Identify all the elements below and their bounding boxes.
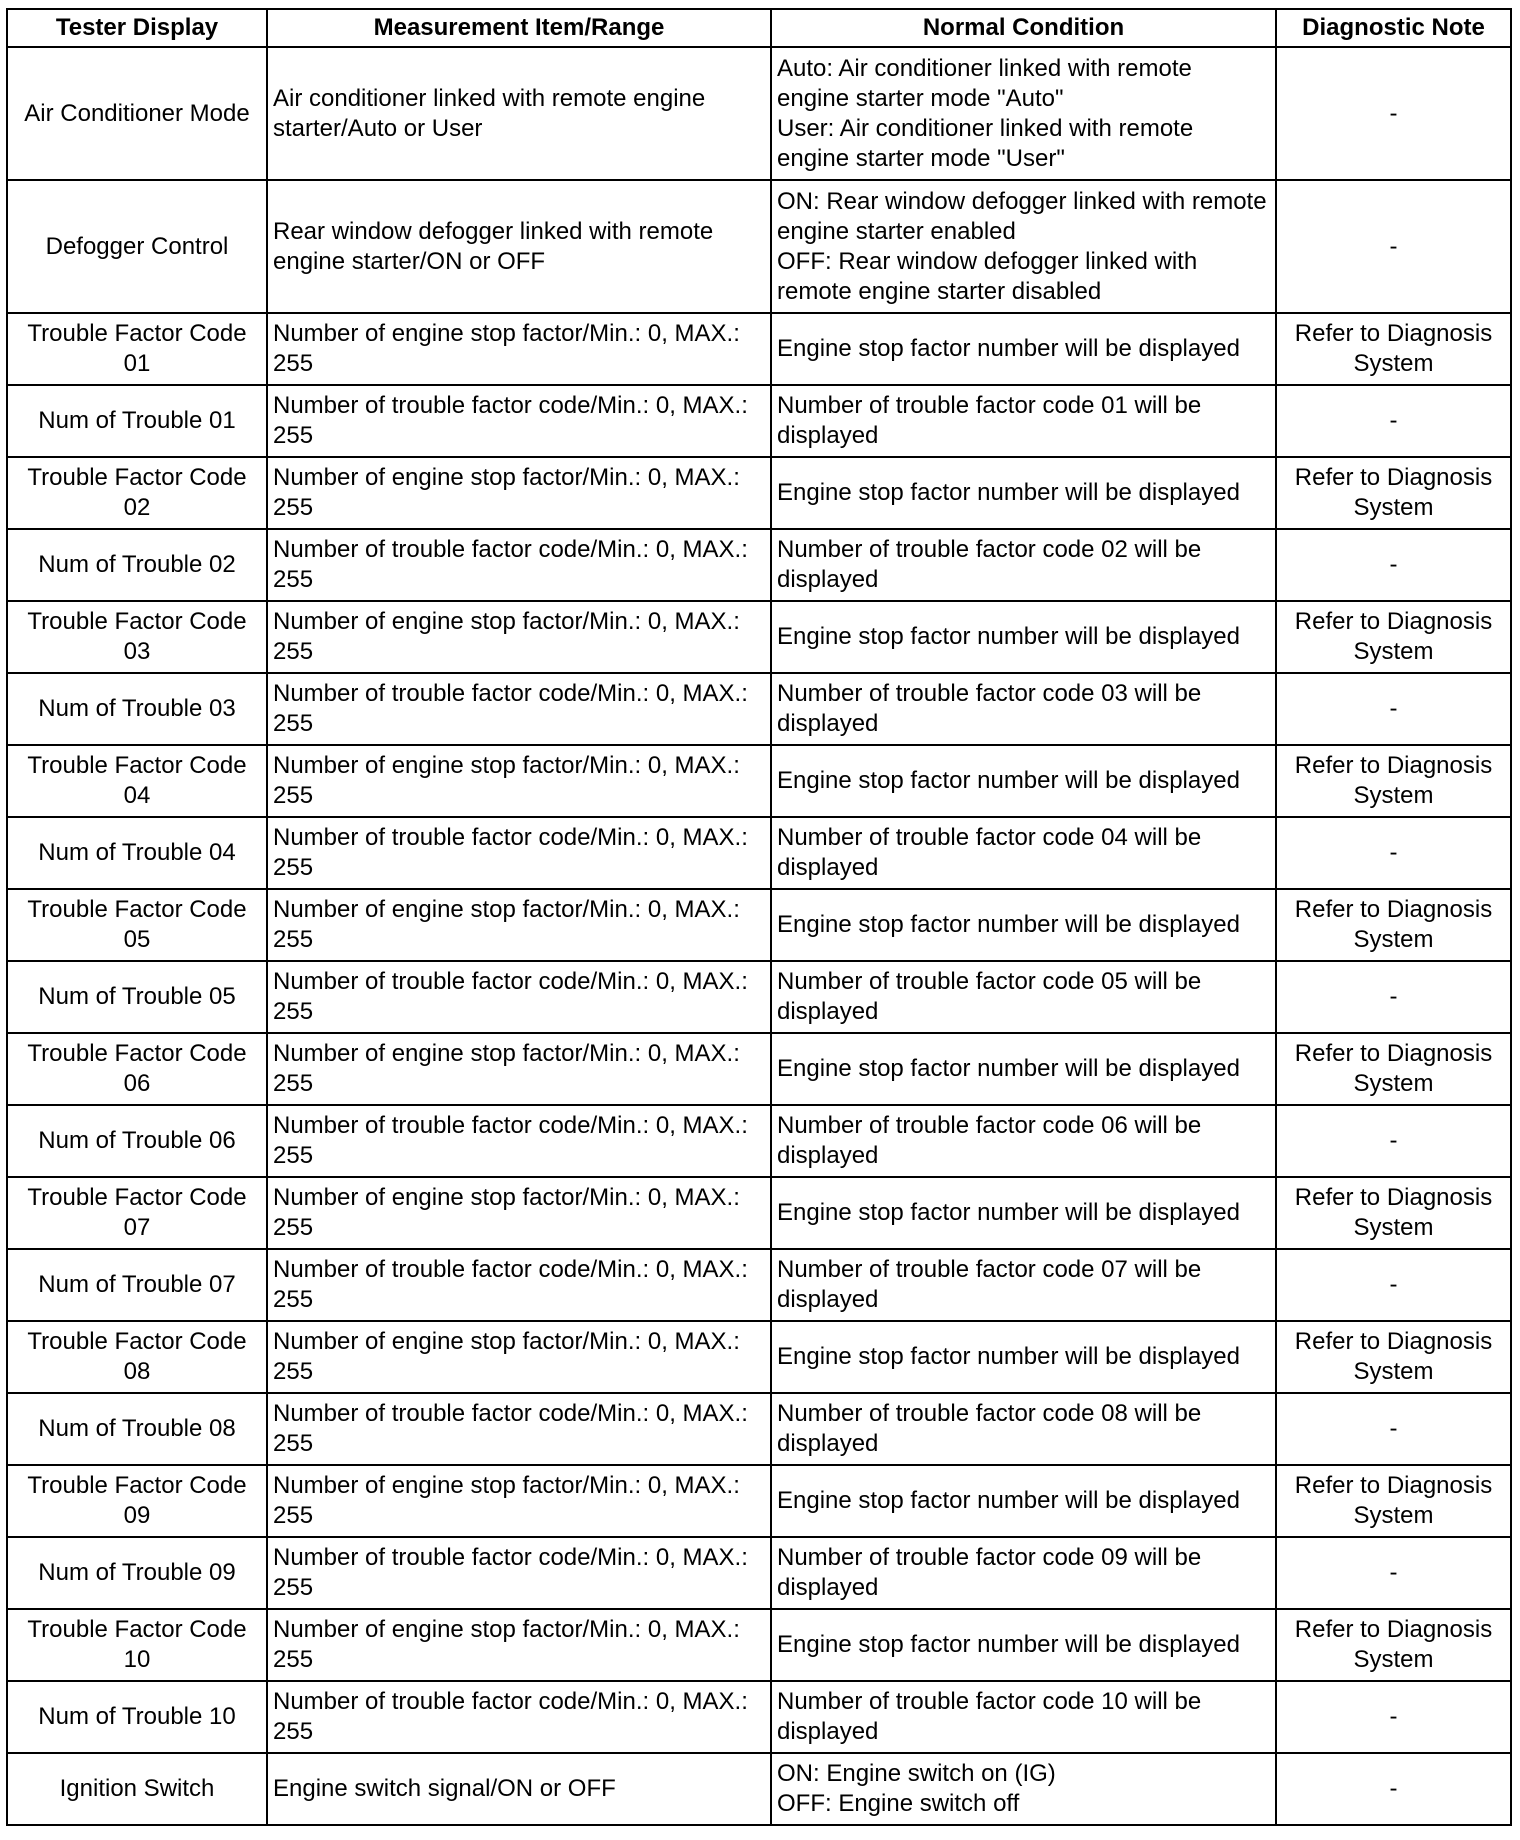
condition-line: Engine stop factor number will be displayed xyxy=(777,1487,1240,1514)
cell-tester-display: Trouble Factor Code 10 xyxy=(7,1609,267,1681)
cell-measurement-item: Number of engine stop factor/Min.: 0, MAX.: 255 xyxy=(267,1465,771,1537)
cell-normal-condition xyxy=(771,961,1276,1033)
cell-normal-condition xyxy=(771,1681,1276,1753)
cell-measurement-item: Number of engine stop factor/Min.: 0, MAX.: 255 xyxy=(267,745,771,817)
cell-tester-display: Trouble Factor Code 05 xyxy=(7,889,267,961)
table-row xyxy=(7,180,1511,313)
cell-measurement-item: Number of trouble factor code/Min.: 0, MAX.: 255 xyxy=(267,529,771,601)
cell-diagnostic-note: - xyxy=(1276,1537,1511,1609)
cell-tester-display: Num of Trouble 07 xyxy=(7,1249,267,1321)
table-row xyxy=(7,1537,1511,1609)
cell-measurement-item: Number of trouble factor code/Min.: 0, MAX.: 255 xyxy=(267,1537,771,1609)
cell-diagnostic-note: - xyxy=(1276,47,1511,180)
cell-diagnostic-note: - xyxy=(1276,1105,1511,1177)
condition-line: Engine stop factor number will be displayed xyxy=(777,623,1240,650)
cell-diagnostic-note: Refer to Diagnosis System xyxy=(1276,889,1511,961)
cell-normal-condition xyxy=(771,1393,1276,1465)
cell-measurement-item: Number of trouble factor code/Min.: 0, MAX.: 255 xyxy=(267,1393,771,1465)
cell-tester-display: Trouble Factor Code 06 xyxy=(7,1033,267,1105)
cell-measurement-item: Number of engine stop factor/Min.: 0, MAX.: 255 xyxy=(267,889,771,961)
table-row xyxy=(7,1177,1511,1249)
condition-line: Engine stop factor number will be displayed xyxy=(777,479,1240,506)
cell-tester-display: Trouble Factor Code 09 xyxy=(7,1465,267,1537)
table-row xyxy=(7,457,1511,529)
header-row xyxy=(7,9,1511,47)
cell-normal-condition xyxy=(771,529,1276,601)
table-row xyxy=(7,1465,1511,1537)
cell-tester-display: Trouble Factor Code 02 xyxy=(7,457,267,529)
condition-line: Engine stop factor number will be displayed xyxy=(777,911,1240,938)
cell-diagnostic-note: Refer to Diagnosis System xyxy=(1276,1465,1511,1537)
cell-measurement-item: Number of engine stop factor/Min.: 0, MAX.: 255 xyxy=(267,457,771,529)
cell-normal-condition xyxy=(771,1249,1276,1321)
cell-measurement-item: Number of engine stop factor/Min.: 0, MAX.: 255 xyxy=(267,1609,771,1681)
cell-diagnostic-note: - xyxy=(1276,529,1511,601)
cell-measurement-item: Number of trouble factor code/Min.: 0, MAX.: 255 xyxy=(267,385,771,457)
condition-line: ON: Engine switch on (IG) xyxy=(777,1760,1056,1787)
data-list-table xyxy=(6,8,1512,1826)
cell-tester-display: Trouble Factor Code 04 xyxy=(7,745,267,817)
cell-tester-display: Ignition Switch xyxy=(7,1753,267,1825)
cell-measurement-item: Number of engine stop factor/Min.: 0, MAX.: 255 xyxy=(267,1321,771,1393)
cell-tester-display: Defogger Control xyxy=(7,180,267,313)
cell-diagnostic-note: Refer to Diagnosis System xyxy=(1276,457,1511,529)
cell-normal-condition xyxy=(771,1177,1276,1249)
condition-line: User: Air conditioner linked with remote engine starter mode "User" xyxy=(777,114,1194,172)
cell-normal-condition xyxy=(771,180,1276,313)
cell-measurement-item: Number of trouble factor code/Min.: 0, MAX.: 255 xyxy=(267,1105,771,1177)
condition-line: Number of trouble factor code 02 will be displayed xyxy=(777,536,1202,593)
cell-measurement-item: Air conditioner linked with remote engine starter/Auto or User xyxy=(267,47,771,180)
cell-normal-condition xyxy=(771,47,1276,180)
cell-tester-display: Num of Trouble 04 xyxy=(7,817,267,889)
cell-measurement-item: Number of trouble factor code/Min.: 0, MAX.: 255 xyxy=(267,817,771,889)
cell-tester-display: Air Conditioner Mode xyxy=(7,47,267,180)
cell-tester-display: Num of Trouble 08 xyxy=(7,1393,267,1465)
condition-line: Engine stop factor number will be displayed xyxy=(777,1199,1240,1226)
table-row xyxy=(7,1393,1511,1465)
condition-line: OFF: Rear window defogger linked with remote engine starter disabled xyxy=(777,247,1198,305)
condition-line: Number of trouble factor code 09 will be displayed xyxy=(777,1544,1202,1601)
cell-measurement-item: Engine switch signal/ON or OFF xyxy=(267,1753,771,1825)
cell-tester-display: Num of Trouble 05 xyxy=(7,961,267,1033)
condition-line: OFF: Engine switch off xyxy=(777,1790,1020,1817)
cell-tester-display: Trouble Factor Code 01 xyxy=(7,313,267,385)
condition-line: Number of trouble factor code 10 will be displayed xyxy=(777,1688,1202,1745)
cell-normal-condition xyxy=(771,889,1276,961)
cell-diagnostic-note: Refer to Diagnosis System xyxy=(1276,1321,1511,1393)
condition-line: Number of trouble factor code 01 will be displayed xyxy=(777,392,1202,449)
cell-diagnostic-note: Refer to Diagnosis System xyxy=(1276,313,1511,385)
table-row xyxy=(7,1753,1511,1825)
cell-diagnostic-note: - xyxy=(1276,1393,1511,1465)
cell-diagnostic-note: Refer to Diagnosis System xyxy=(1276,745,1511,817)
cell-normal-condition xyxy=(771,745,1276,817)
table-row xyxy=(7,817,1511,889)
cell-normal-condition xyxy=(771,673,1276,745)
condition-line: Number of trouble factor code 08 will be displayed xyxy=(777,1400,1202,1457)
cell-measurement-item: Number of trouble factor code/Min.: 0, MAX.: 255 xyxy=(267,961,771,1033)
cell-diagnostic-note: - xyxy=(1276,817,1511,889)
cell-normal-condition xyxy=(771,1537,1276,1609)
header-normal-condition: Normal Condition xyxy=(771,9,1276,47)
cell-normal-condition xyxy=(771,1753,1276,1825)
cell-diagnostic-note: - xyxy=(1276,385,1511,457)
cell-measurement-item: Number of engine stop factor/Min.: 0, MAX.: 255 xyxy=(267,601,771,673)
cell-tester-display: Trouble Factor Code 08 xyxy=(7,1321,267,1393)
condition-line: Number of trouble factor code 03 will be displayed xyxy=(777,680,1202,737)
table-row xyxy=(7,529,1511,601)
cell-diagnostic-note: - xyxy=(1276,1681,1511,1753)
table-body xyxy=(7,47,1511,1825)
table-row xyxy=(7,1033,1511,1105)
cell-measurement-item: Number of engine stop factor/Min.: 0, MAX.: 255 xyxy=(267,1033,771,1105)
table-row xyxy=(7,313,1511,385)
cell-diagnostic-note: - xyxy=(1276,180,1511,313)
table-row xyxy=(7,961,1511,1033)
cell-diagnostic-note: Refer to Diagnosis System xyxy=(1276,1033,1511,1105)
cell-tester-display: Num of Trouble 01 xyxy=(7,385,267,457)
condition-line: Engine stop factor number will be displayed xyxy=(777,335,1240,362)
cell-measurement-item: Number of trouble factor code/Min.: 0, MAX.: 255 xyxy=(267,673,771,745)
cell-normal-condition xyxy=(771,313,1276,385)
cell-measurement-item: Rear window defogger linked with remote engine starter/ON or OFF xyxy=(267,180,771,313)
cell-normal-condition xyxy=(771,385,1276,457)
cell-diagnostic-note: Refer to Diagnosis System xyxy=(1276,601,1511,673)
cell-tester-display: Num of Trouble 02 xyxy=(7,529,267,601)
cell-diagnostic-note: Refer to Diagnosis System xyxy=(1276,1609,1511,1681)
cell-normal-condition xyxy=(771,1465,1276,1537)
cell-normal-condition xyxy=(771,1609,1276,1681)
header-measurement-item: Measurement Item/Range xyxy=(267,9,771,47)
cell-diagnostic-note: - xyxy=(1276,673,1511,745)
cell-diagnostic-note: - xyxy=(1276,961,1511,1033)
table-row xyxy=(7,1681,1511,1753)
cell-measurement-item: Number of trouble factor code/Min.: 0, MAX.: 255 xyxy=(267,1249,771,1321)
table-row xyxy=(7,385,1511,457)
table-row xyxy=(7,601,1511,673)
table-row xyxy=(7,47,1511,180)
cell-tester-display: Trouble Factor Code 03 xyxy=(7,601,267,673)
table-row xyxy=(7,889,1511,961)
cell-measurement-item: Number of trouble factor code/Min.: 0, MAX.: 255 xyxy=(267,1681,771,1753)
condition-line: Number of trouble factor code 05 will be displayed xyxy=(777,968,1202,1025)
cell-normal-condition xyxy=(771,1033,1276,1105)
condition-line: Number of trouble factor code 07 will be displayed xyxy=(777,1256,1202,1313)
cell-tester-display: Num of Trouble 10 xyxy=(7,1681,267,1753)
condition-line: Number of trouble factor code 04 will be displayed xyxy=(777,824,1202,881)
table-row xyxy=(7,1249,1511,1321)
cell-diagnostic-note: - xyxy=(1276,1753,1511,1825)
table-row xyxy=(7,1609,1511,1681)
cell-diagnostic-note: Refer to Diagnosis System xyxy=(1276,1177,1511,1249)
condition-line: Engine stop factor number will be displayed xyxy=(777,767,1240,794)
header-diagnostic-note: Diagnostic Note xyxy=(1276,9,1511,47)
cell-tester-display: Num of Trouble 03 xyxy=(7,673,267,745)
cell-measurement-item: Number of engine stop factor/Min.: 0, MAX.: 255 xyxy=(267,1177,771,1249)
header-tester-display: Tester Display xyxy=(7,9,267,47)
cell-tester-display: Num of Trouble 09 xyxy=(7,1537,267,1609)
condition-line: Engine stop factor number will be displayed xyxy=(777,1343,1240,1370)
table-row xyxy=(7,745,1511,817)
cell-tester-display: Num of Trouble 06 xyxy=(7,1105,267,1177)
cell-normal-condition xyxy=(771,817,1276,889)
condition-line: Auto: Air conditioner linked with remote engine starter mode "Auto" xyxy=(777,54,1192,112)
condition-line: Engine stop factor number will be displayed xyxy=(777,1055,1240,1082)
cell-normal-condition xyxy=(771,601,1276,673)
condition-line: ON: Rear window defogger linked with remote engine starter enabled xyxy=(777,187,1267,245)
table-row xyxy=(7,1105,1511,1177)
table-row xyxy=(7,1321,1511,1393)
table-row xyxy=(7,673,1511,745)
cell-normal-condition xyxy=(771,1321,1276,1393)
cell-diagnostic-note: - xyxy=(1276,1249,1511,1321)
cell-normal-condition xyxy=(771,457,1276,529)
cell-tester-display: Trouble Factor Code 07 xyxy=(7,1177,267,1249)
table-header xyxy=(7,9,1511,47)
condition-line: Engine stop factor number will be displayed xyxy=(777,1631,1240,1658)
cell-measurement-item: Number of engine stop factor/Min.: 0, MAX.: 255 xyxy=(267,313,771,385)
cell-normal-condition xyxy=(771,1105,1276,1177)
condition-line: Number of trouble factor code 06 will be displayed xyxy=(777,1112,1202,1169)
